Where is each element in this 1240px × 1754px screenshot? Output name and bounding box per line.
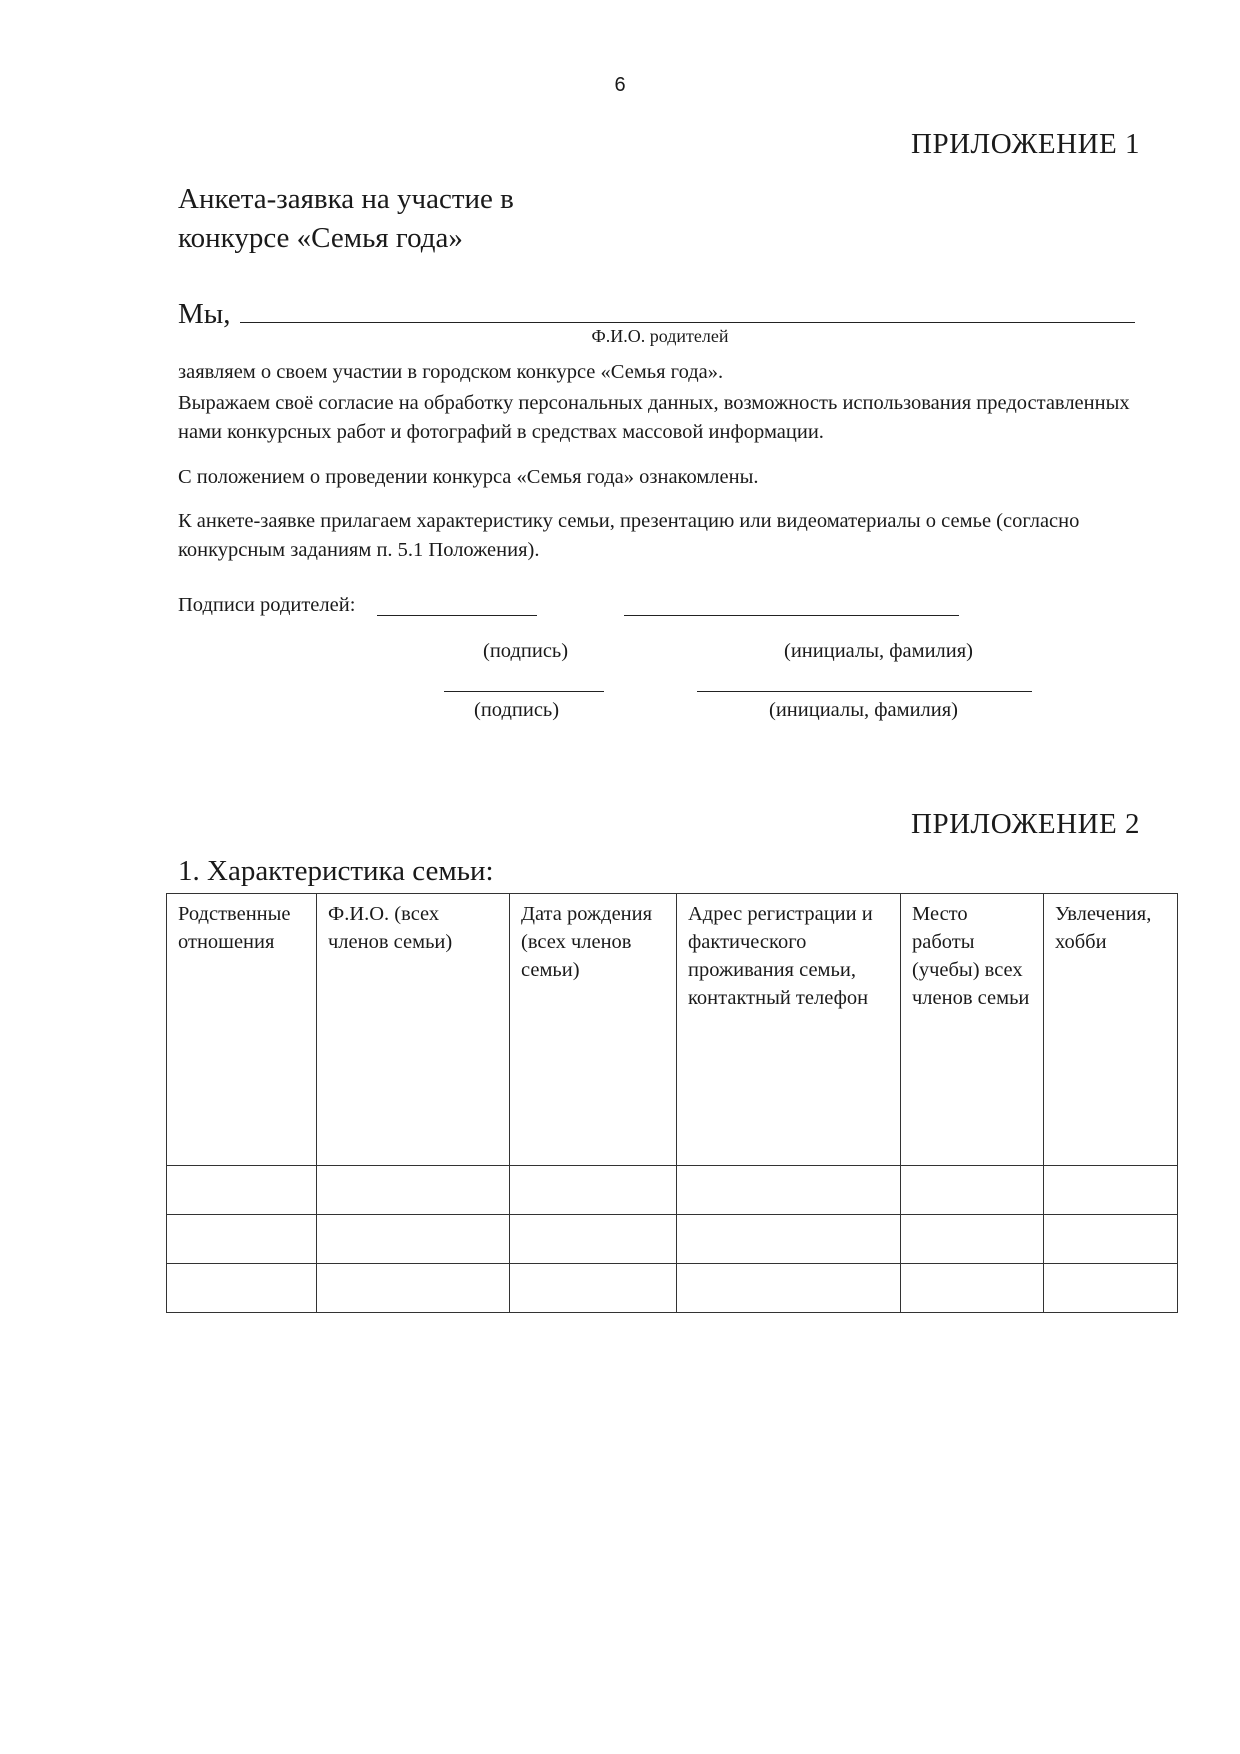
col-header-address: Адрес регистрации и фактического проживания семьи, контактный телефон [677, 894, 901, 1166]
name-caption-2: (инициалы, фамилия) [769, 699, 958, 721]
signatures-label: Подписи родителей: [178, 594, 356, 616]
name-line-2 [697, 691, 1032, 692]
table-cell[interactable] [317, 1166, 510, 1215]
table-cell[interactable] [1044, 1215, 1178, 1264]
we-label: Мы, [178, 298, 231, 330]
table-row [167, 1215, 1178, 1264]
regulations-paragraph: С положением о проведении конкурса «Семья года» ознакомлены. [178, 466, 759, 488]
table-cell[interactable] [317, 1215, 510, 1264]
table-cell[interactable] [1044, 1166, 1178, 1215]
col-header-hobbies: Увлечения, хобби [1044, 894, 1178, 1166]
name-caption-1: (инициалы, фамилия) [784, 640, 973, 662]
parents-name-line [240, 322, 1135, 323]
attachments-paragraph: К анкете-заявке прилагаем характеристику семьи, презентацию или видеоматериалы о семье (согласно конкурсным заданиям п. 5.1 Положения). [178, 510, 1080, 561]
parents-name-caption: Ф.И.О. родителей [591, 326, 729, 346]
table-cell[interactable] [317, 1264, 510, 1313]
table-row [167, 1166, 1178, 1215]
appendix-2-heading: ПРИЛОЖЕНИЕ 2 [911, 808, 1140, 840]
table-cell[interactable] [1044, 1264, 1178, 1313]
consent-paragraph: Выражаем своё согласие на обработку персональных данных, возможность использования предоставленных нами конкурсных работ и фотографий в средствах массовой информации. [178, 392, 1130, 443]
table-cell[interactable] [677, 1215, 901, 1264]
signature-line-1 [377, 615, 537, 616]
col-header-workplace: Место работы (учебы) всех членов семьи [901, 894, 1044, 1166]
signature-caption-1: (подпись) [483, 640, 569, 662]
table-cell[interactable] [901, 1215, 1044, 1264]
form-title: Анкета-заявка на участие в конкурсе «Семья года» [178, 183, 514, 254]
table-cell[interactable] [677, 1264, 901, 1313]
table-header-row [167, 894, 1178, 1166]
col-header-relationship: Родственные отношения [167, 894, 317, 1166]
participation-paragraph: заявляем о своем участии в городском конкурсе «Семья года». [178, 361, 724, 383]
table-cell[interactable] [510, 1264, 677, 1313]
table-cell[interactable] [510, 1215, 677, 1264]
table-cell[interactable] [167, 1264, 317, 1313]
signature-line-2 [444, 691, 604, 692]
table-cell[interactable] [677, 1166, 901, 1215]
table-cell[interactable] [901, 1166, 1044, 1215]
appendix-1-heading: ПРИЛОЖЕНИЕ 1 [911, 128, 1140, 160]
col-header-birth-date: Дата рождения (всех членов семьи) [510, 894, 677, 1166]
family-section-title: 1. Характеристика семьи: [178, 855, 494, 887]
signature-caption-2: (подпись) [474, 699, 560, 721]
name-line-1 [624, 615, 959, 616]
col-header-full-name: Ф.И.О. (всех членов семьи) [317, 894, 510, 1166]
family-table [166, 893, 1178, 1313]
table-cell[interactable] [167, 1166, 317, 1215]
table-cell[interactable] [901, 1264, 1044, 1313]
table-cell[interactable] [510, 1166, 677, 1215]
table-cell[interactable] [167, 1215, 317, 1264]
page-number: 6 [614, 74, 626, 96]
table-row [167, 1264, 1178, 1313]
